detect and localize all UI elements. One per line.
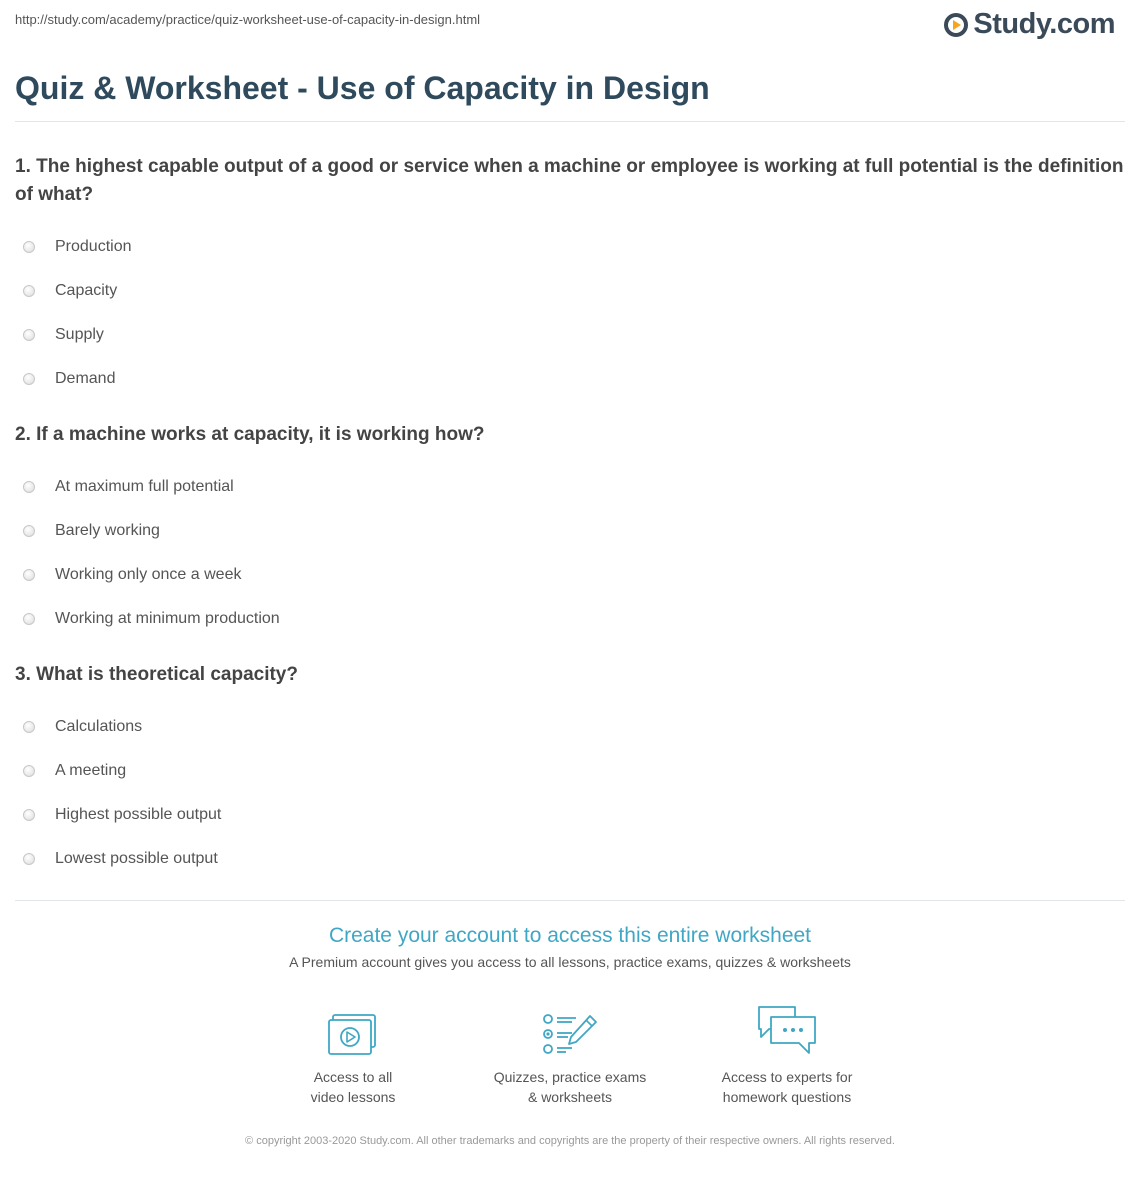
answer-option[interactable] — [15, 269, 1125, 313]
answer-option[interactable] — [15, 597, 1125, 641]
chat-bubbles-icon — [755, 1005, 819, 1057]
title-divider — [15, 121, 1125, 122]
premium-promo — [0, 924, 1140, 970]
answer-option[interactable] — [15, 837, 1125, 881]
page-title: Quiz & Worksheet - Use of Capacity in Design — [15, 70, 710, 106]
question-3 — [15, 661, 1125, 881]
feature-label-line2: homework questions — [722, 1089, 852, 1105]
option-list — [15, 705, 1125, 881]
copyright-footer: © copyright 2003-2020 Study.com. All other trademarks and copyrights are the property of their respective owners. All rights reserved. — [245, 1135, 895, 1147]
answer-option[interactable] — [15, 705, 1125, 749]
question-2 — [15, 421, 1125, 641]
option-list — [15, 225, 1125, 401]
promo-subtitle: A Premium account gives you access to all lessons, practice exams, quizzes & worksheets — [289, 954, 851, 970]
answer-option[interactable] — [15, 465, 1125, 509]
option-label: Calculations — [55, 718, 143, 735]
question-1 — [15, 153, 1125, 401]
feature-label-line1: Quizzes, practice exams — [493, 1069, 647, 1085]
option-label: Highest possible output — [55, 806, 222, 823]
quiz-checklist-icon — [542, 1013, 598, 1057]
radio-button[interactable] — [23, 613, 35, 625]
radio-button[interactable] — [23, 721, 35, 733]
answer-option[interactable] — [15, 313, 1125, 357]
option-label: Supply — [55, 326, 104, 343]
option-label: Lowest possible output — [55, 850, 218, 867]
answer-option[interactable] — [15, 225, 1125, 269]
page-url: http://study.com/academy/practice/quiz-worksheet-use-of-capacity-in-design.html — [15, 12, 481, 27]
option-label: Production — [55, 238, 132, 255]
feature-label-line2: & worksheets — [527, 1089, 613, 1105]
question-text: 2. If a machine works at capacity, it is working how? — [15, 424, 485, 445]
radio-button[interactable] — [23, 809, 35, 821]
answer-option[interactable] — [15, 509, 1125, 553]
radio-button[interactable] — [23, 373, 35, 385]
radio-button[interactable] — [23, 329, 35, 341]
option-label: Demand — [55, 370, 116, 387]
create-account-link[interactable]: Create your account to access this entire worksheet — [328, 924, 812, 947]
answer-option[interactable] — [15, 357, 1125, 401]
feature-label-line1: Access to all — [313, 1069, 393, 1085]
question-text: 1. The highest capable output of a good or service when a machine or employee is working at full potential is the definition of what? — [15, 156, 1124, 205]
study-logo[interactable] — [943, 8, 1115, 41]
promo-divider — [15, 900, 1125, 901]
radio-button[interactable] — [23, 241, 35, 253]
radio-button[interactable] — [23, 765, 35, 777]
radio-button[interactable] — [23, 569, 35, 581]
play-circle-logo-icon — [943, 12, 969, 38]
option-label: Capacity — [55, 282, 118, 299]
radio-button[interactable] — [23, 853, 35, 865]
premium-features — [0, 1005, 1140, 1107]
option-label: Barely working — [55, 522, 160, 539]
radio-button[interactable] — [23, 525, 35, 537]
video-lessons-icon — [327, 1013, 379, 1057]
answer-option[interactable] — [15, 793, 1125, 837]
question-text: 3. What is theoretical capacity? — [15, 664, 298, 685]
option-list — [15, 465, 1125, 641]
feature-quizzes — [462, 1005, 679, 1107]
option-label: Working at minimum production — [55, 610, 280, 627]
answer-option[interactable] — [15, 749, 1125, 793]
feature-experts — [679, 1005, 896, 1107]
feature-label-line2: video lessons — [310, 1089, 396, 1105]
option-label: Working only once a week — [55, 566, 242, 583]
answer-option[interactable] — [15, 553, 1125, 597]
radio-button[interactable] — [23, 285, 35, 297]
option-label: A meeting — [55, 762, 127, 779]
logo-text: Study.com — [973, 8, 1115, 40]
feature-label-line1: Access to experts for — [721, 1069, 853, 1085]
option-label: At maximum full potential — [55, 478, 234, 495]
radio-button[interactable] — [23, 481, 35, 493]
feature-video-lessons — [245, 1005, 462, 1107]
